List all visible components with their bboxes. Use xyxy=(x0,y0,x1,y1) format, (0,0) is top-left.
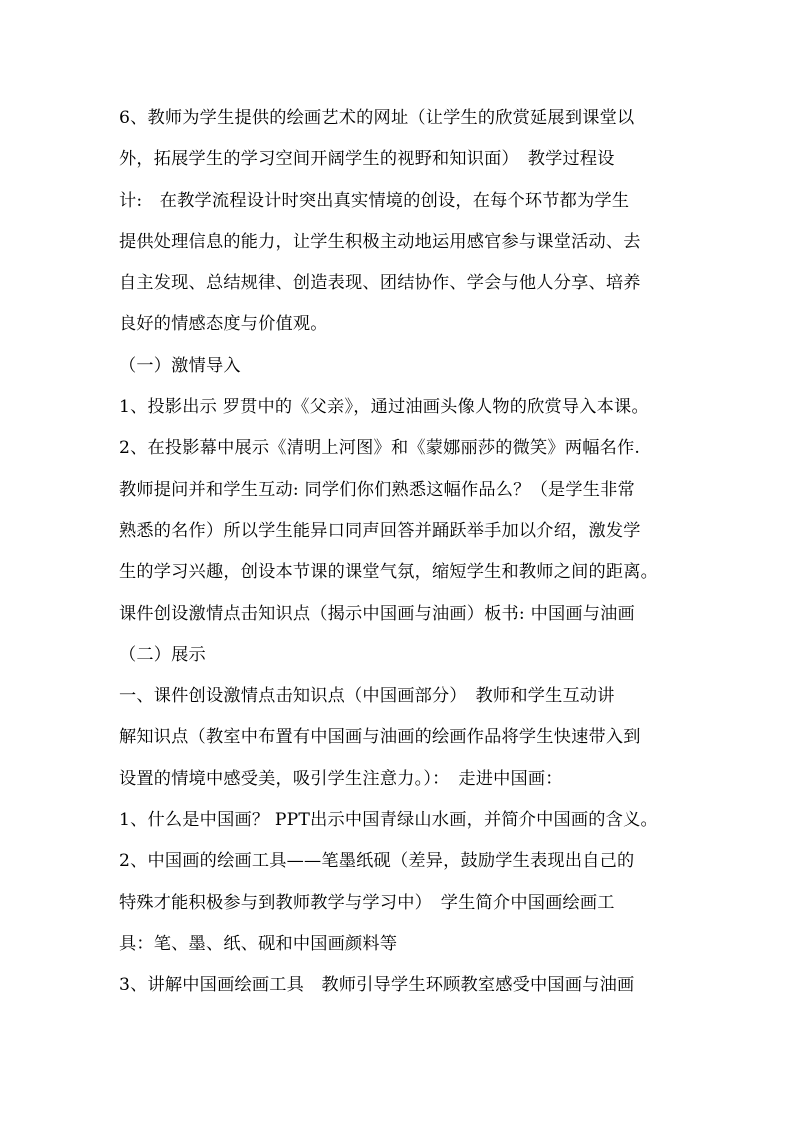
text-line: 自主发现、总结规律、创造表现、团结协作、学会与他人分享、培养 xyxy=(119,273,641,294)
text-line: 一、课件创设激情点击知识点（中国画部分） 教师和学生互动讲 xyxy=(119,686,615,707)
text-line: 1、投影出示 罗贯中的《父亲》，通过油画头像人物的欣赏导入本课。 xyxy=(119,397,649,418)
text-line: 教师提问并和学生互动: 同学们你们熟悉这幅作品么？（是学生非常 xyxy=(119,479,635,500)
text-line: 特殊才能积极参与到教师教学与学习中） 学生简介中国画绘画工 xyxy=(119,892,615,913)
document-body xyxy=(119,98,679,1007)
text-line: 计: 在教学流程设计时突出真实情境的创设，在每个环节都为学生 xyxy=(119,190,630,211)
text-line: 2、中国画的绘画工具——笔墨纸砚（差异，鼓励学生表现出自己的 xyxy=(119,851,635,872)
text-line: 2、在投影幕中展示《清明上河图》和《蒙娜丽莎的微笑》两幅名作. xyxy=(119,438,641,459)
text-line: 设置的情境中感受美，吸引学生注意力。）： 走进中国画： xyxy=(119,768,563,789)
text-line: 熟悉的名作）所以学生能异口同声回答并踊跃举手加以介绍，激发学 xyxy=(119,520,641,541)
text-line: 解知识点（教室中布置有中国画与油画的绘画作品将学生快速带入到 xyxy=(119,727,641,748)
text-line: 良好的情感态度与价值观。 xyxy=(119,314,328,335)
section-heading: （一）激情导入 xyxy=(119,355,241,376)
section-heading: （二）展示 xyxy=(119,644,206,665)
text-line: 1、什么是中国画？ PPT出示中国青绿山水画，并简介中国画的含义。 xyxy=(119,810,658,831)
text-line: 提供处理信息的能力，让学生积极主动地运用感官参与课堂活动、去 xyxy=(119,231,641,252)
text-line: 生的学习兴趣，创设本节课的课堂气氛，缩短学生和教师之间的距离。 xyxy=(119,562,659,583)
text-line: 6、教师为学生提供的绘画艺术的网址（让学生的欣赏延展到课堂以 xyxy=(119,108,635,128)
text-line: 具：笔、墨、纸、砚和中国画颜料等 xyxy=(119,933,398,954)
text-line: 外，拓展学生的学习空间开阔学生的视野和知识面） 教学过程设 xyxy=(119,149,615,170)
text-line: 3、讲解中国画绘画工具 教师引导学生环顾教室感受中国画与油画 xyxy=(119,975,635,996)
text-line: 课件创设激情点击知识点（揭示中国画与油画）板书: 中国画与油画 xyxy=(119,603,635,624)
